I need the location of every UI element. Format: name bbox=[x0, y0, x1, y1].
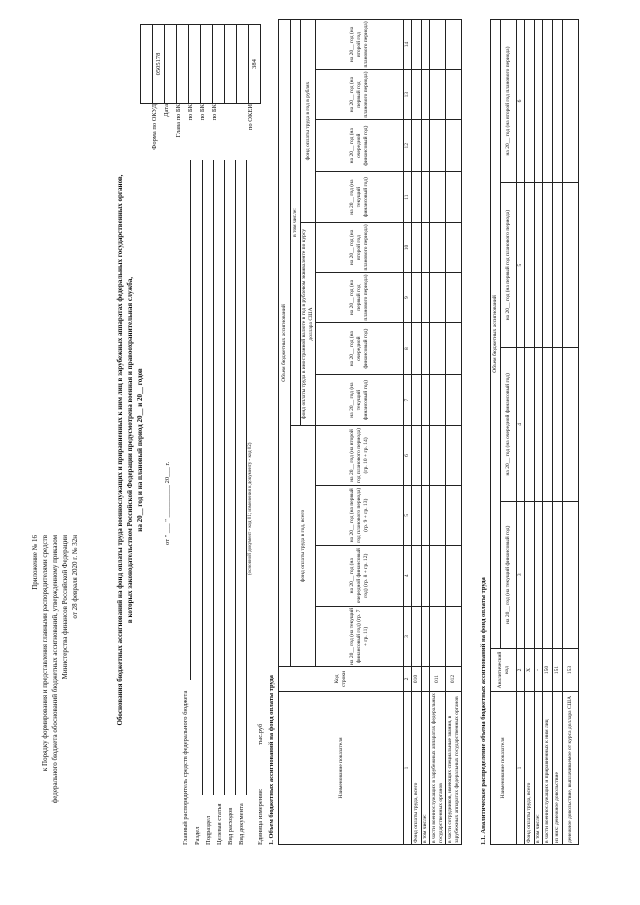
section11-table bbox=[490, 19, 579, 845]
appendix-line-4: Министерства финансов Российской Федерации bbox=[61, 535, 69, 680]
s1-val-p1: на 20__ год (на текущий финансовый год) bbox=[316, 375, 404, 426]
s1-per4: на 20__ год (на второй год планового периода) (гр. 10 + гр. 14) bbox=[316, 426, 404, 486]
s1-rub-p4: на 20__ год (на второй год планового периода) bbox=[316, 20, 404, 70]
celevaya-line bbox=[224, 160, 225, 795]
bk-label-3: по БК bbox=[211, 104, 218, 121]
s11-row-name: из них: денежное довольствие bbox=[553, 692, 563, 845]
s1-num: 9 bbox=[404, 272, 412, 322]
s11-row-name: Фонд оплаты труда, всего bbox=[525, 692, 535, 845]
date-cell bbox=[165, 25, 177, 103]
table-row bbox=[525, 20, 535, 845]
s11-col-code: Аналитический код bbox=[491, 649, 517, 692]
s1-row-code: 010 bbox=[412, 667, 422, 692]
s1-col-vtch: в том числе: bbox=[291, 20, 301, 426]
s1-num: 11 bbox=[404, 172, 412, 223]
s1-rub-p3: на 20__ год (на первый год планового периода) bbox=[316, 69, 404, 119]
code-box bbox=[140, 24, 261, 104]
s1-row-code: 012 bbox=[446, 667, 462, 692]
s1-per1: на 20__ год (на текущий финансовый год) (гр. 7 + гр. 11) bbox=[316, 606, 404, 666]
s1-num: 12 bbox=[404, 120, 412, 172]
s11-row-name: в том числе: bbox=[535, 692, 543, 845]
appendix-line-1: Приложение № 16 bbox=[31, 535, 39, 590]
s1-num: 6 bbox=[404, 426, 412, 486]
table-row bbox=[430, 20, 446, 845]
s1-col-fond-vsego: фонд оплаты труда в год, всего bbox=[291, 426, 316, 667]
date-line: от " ___ " __________ 20___ г. bbox=[164, 461, 171, 545]
s1-num: 7 bbox=[404, 375, 412, 426]
s1-num: 8 bbox=[404, 323, 412, 375]
appendix-line-5: от 28 февраля 2020 г. № 32н bbox=[71, 535, 79, 619]
s1-rub-p1: на 20__ год (на текущий финансовый год) bbox=[316, 172, 404, 223]
s1-col-code: Код строки bbox=[279, 667, 404, 692]
s11-num: 6 bbox=[517, 20, 525, 183]
appendix-line-3: федерального бюджета обоснований бюджетных ассигнований, утвержденному приказом bbox=[51, 535, 59, 804]
section1-heading: 1. Объем бюджетных ассигнований на фонд оплаты труда bbox=[268, 675, 275, 845]
s1-num: 3 bbox=[404, 606, 412, 666]
edinica-value: тыс.руб bbox=[257, 723, 264, 745]
title-line-1: Обоснования бюджетных ассигнований на фонд оплаты труда военнослужащих и приравненных к ним лиц в зарубежных аппаратах федеральных государственных органов, bbox=[116, 174, 124, 726]
s11-p1: на 20__ год (на текущий финансовый год) bbox=[501, 501, 517, 648]
title-line-2: в которых законодательством Российской Федерации предусмотрена военная и правоохранительная служба, bbox=[126, 276, 134, 624]
s11-p2: на 20__ год (на очередной финансовый год) bbox=[501, 348, 517, 501]
s11-row-code: 150 bbox=[543, 649, 553, 692]
vid-dokumenta-cell bbox=[237, 25, 249, 103]
s11-num: 1 bbox=[517, 692, 525, 845]
s11-row-code: 151 bbox=[553, 649, 563, 692]
table-row bbox=[535, 20, 543, 845]
glava-cell bbox=[177, 25, 189, 103]
s1-row-code: 011 bbox=[430, 667, 446, 692]
table-row bbox=[446, 20, 462, 845]
s1-rub-p2: на 20__ год (на очередной финансовый год) bbox=[316, 120, 404, 172]
vid-dokumenta-label: Вид документа bbox=[238, 803, 245, 845]
podrazdel-cell bbox=[201, 25, 213, 103]
razdel-line bbox=[202, 160, 203, 795]
table-row bbox=[553, 20, 563, 845]
podrazdel-line bbox=[213, 160, 214, 795]
s1-num: 1 bbox=[404, 692, 412, 845]
vid-dokumenta-note: (основной документ - код 01; изменения к документу - код 02) bbox=[248, 442, 253, 575]
section1-table bbox=[278, 19, 462, 845]
s11-row-code: - bbox=[535, 649, 543, 692]
s1-num: 10 bbox=[404, 223, 412, 273]
s1-row-name: в том числе: bbox=[422, 692, 430, 845]
okud-code-cell bbox=[141, 25, 153, 103]
section11-heading: 1.1. Аналитическое распределение объема бюджетных ассигнований на фонд оплаты труда bbox=[480, 577, 487, 845]
s1-per3: на 20__ год (на первый год планового периода) (гр. 9 + гр. 13) bbox=[316, 485, 404, 545]
glavny-label: Главный распорядитель средств федерального бюджета bbox=[182, 690, 189, 845]
okud-label: Форма по ОКУД bbox=[151, 104, 158, 150]
s1-col-obem: Объем бюджетных ассигнований bbox=[279, 20, 291, 667]
s11-row-code: X bbox=[525, 649, 535, 692]
glavny-line bbox=[190, 160, 191, 680]
podrazdel-label: Подраздел bbox=[205, 815, 212, 845]
s1-col-name: Наименование показателя bbox=[279, 692, 404, 845]
okei-value-cell: 384 bbox=[251, 59, 258, 69]
s11-row-name: денежное довольствие, выплачиваемое от курса доллара США bbox=[563, 692, 579, 845]
bk-label-2: по БК bbox=[199, 104, 206, 121]
s1-row-name: Фонд оплаты труда, всего bbox=[412, 692, 422, 845]
s11-col-obem: Объем бюджетных ассигнований bbox=[491, 20, 501, 649]
s1-row-name: в части сотрудников, имеющих специальные звания, в зарубежных аппаратах федеральных государственных органов bbox=[446, 692, 462, 845]
s1-num: 14 bbox=[404, 20, 412, 70]
title-line-3: на 20__ год и на плановый период 20__ и 20__ годов bbox=[136, 368, 144, 532]
s1-num: 2 bbox=[404, 667, 412, 692]
table-row bbox=[422, 20, 430, 845]
s1-num: 5 bbox=[404, 485, 412, 545]
s1-row-name: в части военнослужащих в зарубежных аппаратах федеральных государственных органов bbox=[430, 693, 444, 843]
vid-rashodov-line bbox=[235, 160, 236, 795]
s11-p4: на 20__ год (на второй год планового периода) bbox=[501, 20, 517, 183]
table-row bbox=[563, 20, 579, 845]
s11-col-name: Наименование показателя bbox=[491, 692, 517, 845]
s1-num: 13 bbox=[404, 69, 412, 119]
vid-dokumenta-line bbox=[246, 160, 247, 795]
table-row bbox=[412, 20, 422, 845]
s11-p3: на 20__ год (на первый год планового периода) bbox=[501, 183, 517, 348]
data-label: Дата bbox=[163, 104, 170, 117]
razdel-label: Раздел bbox=[194, 826, 201, 845]
s11-num: 3 bbox=[517, 501, 525, 648]
vid-rashodov-cell bbox=[225, 25, 237, 103]
s1-val-p3: на 20__ год (на первый год планового периода) bbox=[316, 272, 404, 322]
s11-num: 2 bbox=[517, 649, 525, 692]
okei-label: по ОКЕИ bbox=[247, 104, 254, 131]
table-row bbox=[543, 20, 553, 845]
s1-col-fond-rub: фонд оплаты труда в год в рублях bbox=[301, 20, 316, 223]
okud-value-cell: 0505178 bbox=[153, 25, 165, 103]
appendix-line-2: к Порядку формирования и представления главными распорядителями средств bbox=[41, 535, 49, 772]
s11-row-code: 153 bbox=[563, 649, 579, 692]
s11-num: 4 bbox=[517, 348, 525, 501]
s1-row-code bbox=[422, 667, 430, 692]
celevaya-cell bbox=[213, 25, 225, 103]
glava-label: Глава по БК bbox=[175, 104, 182, 138]
razdel-cell bbox=[189, 25, 201, 103]
s1-val-p2: на 20__ год (на очередной финансовый год) bbox=[316, 323, 404, 375]
vid-rashodov-label: Вид расходов bbox=[227, 807, 234, 845]
s1-col-fond-rub-val: фонд оплаты труда в иностранной валюте в год в рублевом эквиваленте по курсу доллара США bbox=[301, 223, 316, 426]
s11-row-name: в части военнослужащих и приравненных к ним лиц bbox=[543, 692, 553, 845]
bk-label-1: по БК bbox=[187, 104, 194, 121]
s1-num: 4 bbox=[404, 545, 412, 606]
s1-per2: на 20__ год (на очередной финансовый год) (гр. 8 + гр. 12) bbox=[316, 545, 404, 606]
s1-val-p4: на 20__ год (на второй год планового периода) bbox=[316, 223, 404, 273]
edinica-label: Единица измерения: bbox=[257, 788, 264, 845]
s11-num: 5 bbox=[517, 183, 525, 348]
celevaya-label: Целевая статья bbox=[216, 803, 223, 845]
